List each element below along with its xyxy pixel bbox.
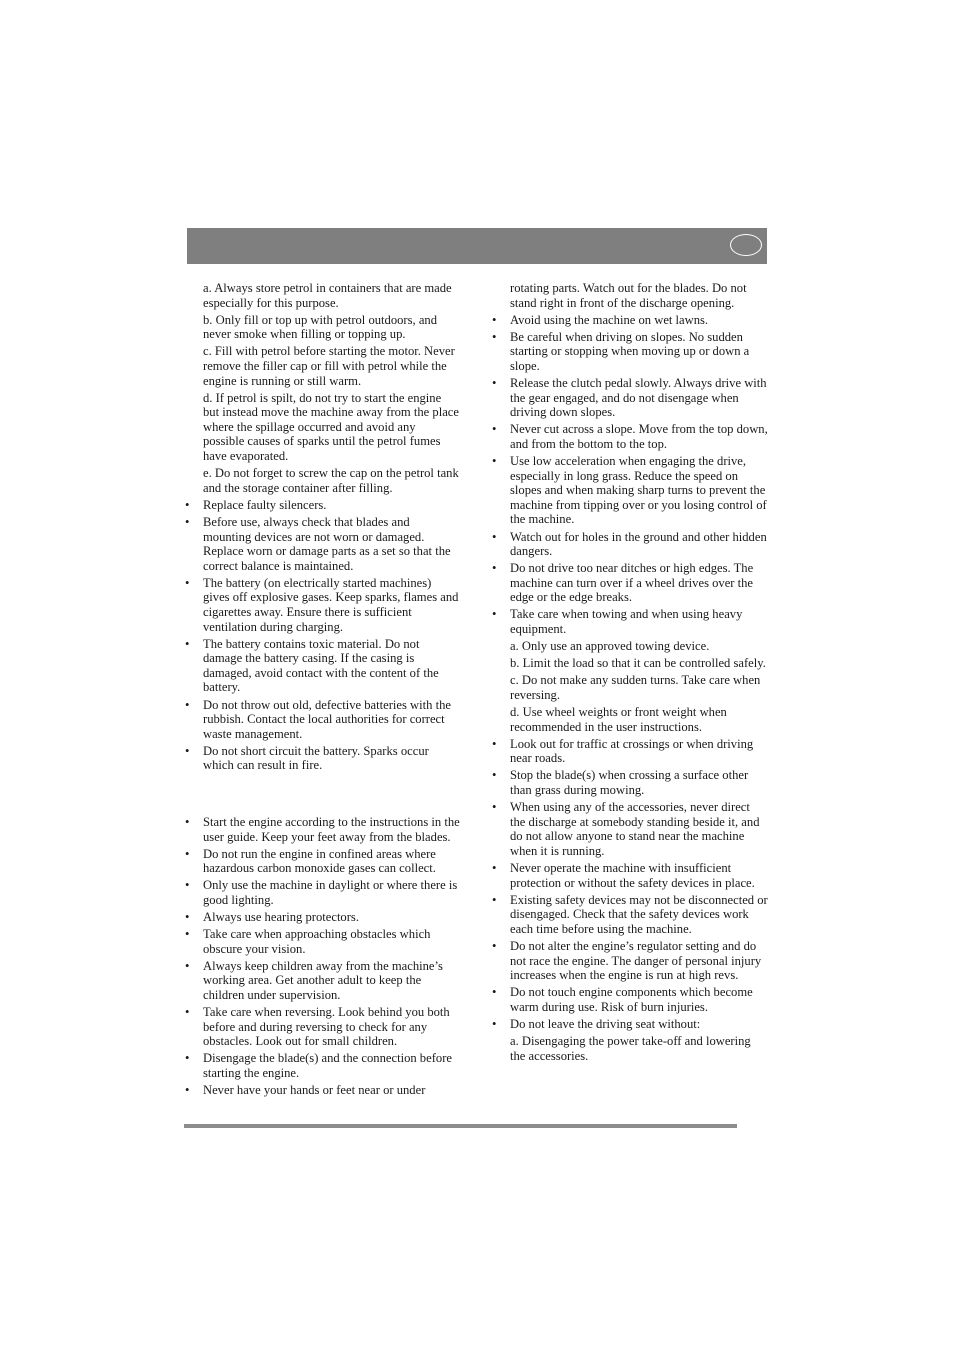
bullet-mark: • bbox=[185, 743, 190, 758]
bullet-mark: • bbox=[492, 800, 497, 815]
bullet-item bbox=[492, 330, 768, 374]
item-text: Stop the blade(s) when crossing a surface other than grass during mowing. bbox=[510, 768, 749, 797]
bullet-item bbox=[185, 576, 460, 634]
bullet-mark: • bbox=[492, 454, 497, 469]
item-text: Be careful when driving on slopes. No sudden starting or stopping when moving up or down a slope. bbox=[510, 329, 750, 373]
item-text: Do not throw out old, defective batteries with the rubbish. Contact the local authorities for correct waste management. bbox=[203, 697, 451, 741]
item-text: b. Limit the load so that it can be controlled safely. bbox=[510, 656, 766, 671]
sub-item bbox=[185, 344, 460, 388]
item-text: Never cut across a slope. Move from the top down, and from the bottom to the top. bbox=[510, 422, 768, 451]
bullet-mark: • bbox=[185, 1083, 190, 1098]
bullet-mark: • bbox=[185, 815, 190, 829]
bullet-item bbox=[492, 861, 768, 890]
bullet-mark: • bbox=[185, 910, 190, 925]
item-text: Never have your hands or feet near or under bbox=[203, 1083, 426, 1098]
bullet-mark: • bbox=[185, 1051, 190, 1066]
item-text: Take care when approaching obstacles which obscure your vision. bbox=[203, 927, 431, 956]
bullet-item bbox=[492, 530, 768, 559]
item-text: Take care when reversing. Look behind you both before and during reversing to check for any obstacles. Look out for small children. bbox=[203, 1005, 450, 1049]
item-text: Take care when towing and when using heavy equipment. bbox=[510, 607, 743, 637]
bullet-mark: • bbox=[492, 938, 497, 953]
item-text: Always keep children away from the machine’s working area. Get another adult to keep the children under supervision. bbox=[203, 958, 443, 1003]
footer-rule bbox=[184, 1124, 737, 1128]
bullet-item bbox=[185, 959, 460, 1003]
sub-item bbox=[492, 673, 768, 702]
bullet-item bbox=[492, 422, 768, 451]
bullet-mark: • bbox=[185, 697, 190, 712]
sub-item bbox=[492, 656, 768, 671]
item-text: Do not run the engine in confined areas where hazardous carbon monoxide gases can collect. bbox=[203, 846, 436, 876]
item-text: Do not short circuit the battery. Sparks occur which can result in fire. bbox=[203, 743, 429, 773]
bullet-item bbox=[492, 313, 768, 328]
bullet-item bbox=[185, 637, 460, 695]
bullet-item bbox=[185, 1005, 460, 1049]
item-text: c. Do not make any sudden turns. Take care when reversing. bbox=[510, 673, 761, 702]
bullet-mark: • bbox=[185, 575, 190, 590]
bullet-item bbox=[492, 800, 768, 858]
item-text: Do not leave the driving seat without: bbox=[510, 1016, 701, 1031]
item-text: Avoid using the machine on wet lawns. bbox=[510, 312, 709, 327]
sub-item bbox=[492, 639, 768, 654]
bullet-mark: • bbox=[185, 846, 190, 861]
item-text: Always use hearing protectors. bbox=[203, 910, 359, 925]
sub-item bbox=[185, 466, 460, 495]
item-text: Disengage the blade(s) and the connection before starting the engine. bbox=[203, 1051, 452, 1080]
bullet-item bbox=[492, 1017, 768, 1032]
bullet-mark: • bbox=[185, 514, 190, 529]
item-text: The battery contains toxic material. Do not damage the battery casing. If the casing is damaged, avoid contact with the content of the battery. bbox=[203, 636, 439, 695]
item-text: b. Only fill or top up with petrol outdoors, and never smoke when filling or topping up. bbox=[203, 312, 438, 342]
item-text: Start the engine according to the instructions in the user guide. Keep your feet away from the blades. bbox=[203, 815, 460, 844]
bullet-item bbox=[492, 607, 768, 636]
bullet-item bbox=[185, 515, 460, 573]
item-text: When using any of the accessories, never direct the discharge at somebody standing beside it, and do not allow anyone to stand near the machine when it is running. bbox=[510, 800, 760, 858]
bullet-item bbox=[492, 768, 768, 797]
item-text: a. Disengaging the power take-off and lowering the accessories. bbox=[510, 1034, 751, 1063]
bullet-mark: • bbox=[492, 1016, 497, 1031]
bullet-mark: • bbox=[492, 892, 497, 907]
language-oval-icon bbox=[730, 234, 762, 256]
bullet-mark: • bbox=[492, 561, 497, 576]
bullet-mark: • bbox=[492, 985, 497, 1000]
item-text: d. Use wheel weights or front weight when recommended in the user instructions. bbox=[510, 705, 727, 734]
item-text: Only use the machine in daylight or where there is good lighting. bbox=[203, 878, 458, 907]
bullet-item bbox=[185, 698, 460, 742]
item-text: Do not touch engine components which become warm during use. Risk of burn injuries. bbox=[510, 985, 753, 1014]
right-column bbox=[492, 281, 768, 1066]
bullet-item bbox=[492, 737, 768, 766]
bullet-mark: • bbox=[492, 860, 497, 875]
sub-item bbox=[185, 281, 460, 310]
item-text: Do not alter the engine’s regulator setting and do not race the engine. The danger of personal injury increases when the engine is run at high revs. bbox=[510, 938, 762, 983]
bullet-item bbox=[492, 939, 768, 983]
bullet-mark: • bbox=[492, 422, 497, 437]
item-text: Before use, always check that blades and mounting devices are not worn or damaged. Replace worn or damage parts as a set so that the correct balance is maintained. bbox=[203, 514, 451, 573]
item-text: a. Only use an approved towing device. bbox=[510, 639, 710, 654]
bullet-item bbox=[492, 985, 768, 1014]
bullet-item bbox=[185, 927, 460, 956]
bullet-item bbox=[185, 878, 460, 907]
bullet-mark: • bbox=[492, 529, 497, 544]
bullet-item bbox=[185, 744, 460, 773]
sub-item bbox=[185, 313, 460, 342]
sub-item bbox=[492, 1034, 768, 1063]
item-text: a. Always store petrol in containers that are made especially for this purpose. bbox=[203, 281, 452, 310]
bullet-mark: • bbox=[185, 636, 190, 651]
bullet-mark: • bbox=[492, 607, 497, 622]
bullet-item bbox=[492, 376, 768, 420]
item-text: c. Fill with petrol before starting the motor. Never remove the filler cap or fill with petrol while the engine is running or still warm. bbox=[203, 344, 455, 388]
bullet-item bbox=[185, 847, 460, 876]
bullet-item bbox=[492, 893, 768, 937]
bullet-item bbox=[185, 1051, 460, 1080]
item-text: Use low acceleration when engaging the drive, especially in long grass. Reduce the speed on slopes and when making sharp turns to prevent the machine from tipping over or you losing control of the machine. bbox=[510, 454, 767, 527]
sub-item bbox=[185, 391, 460, 464]
bullet-item bbox=[185, 498, 460, 513]
bullet-mark: • bbox=[185, 958, 190, 973]
item-text: e. Do not forget to screw the cap on the petrol tank and the storage container after filling. bbox=[203, 466, 459, 495]
item-text: The battery (on electrically started machines) gives off explosive gases. Keep sparks, flames and cigarettes away. Ensure there is sufficient ventilation during charging. bbox=[203, 575, 459, 634]
item-text: Replace faulty silencers. bbox=[203, 497, 327, 512]
bullet-mark: • bbox=[492, 768, 497, 783]
bullet-mark: • bbox=[492, 329, 497, 344]
bullet-mark: • bbox=[492, 312, 497, 327]
header-bar bbox=[187, 228, 767, 264]
item-text: d. If petrol is spilt, do not try to start the engine but instead move the machine away from the place where the spillage occurred and avoid any possible causes of sparks until the petrol fumes have evaporated. bbox=[203, 390, 459, 464]
bullet-mark: • bbox=[492, 736, 497, 751]
item-text: Existing safety devices may not be disconnected or disengaged. Check that the safety devices work each time before using the machine. bbox=[510, 892, 768, 936]
bullet-item bbox=[492, 454, 768, 527]
bullet-mark: • bbox=[185, 1005, 190, 1020]
bullet-item bbox=[185, 815, 460, 844]
bullet-mark: • bbox=[185, 497, 190, 512]
item-text: Watch out for holes in the ground and other hidden dangers. bbox=[510, 529, 767, 559]
bullet-item bbox=[185, 910, 460, 925]
left-column bbox=[185, 281, 460, 1100]
bullet-item bbox=[185, 1083, 460, 1098]
bullet-mark: • bbox=[492, 376, 497, 391]
bullet-mark: • bbox=[185, 878, 190, 893]
bullet-mark: • bbox=[185, 927, 190, 942]
continued-text bbox=[492, 281, 768, 310]
item-text: rotating parts. Watch out for the blades. Do not stand right in front of the discharge opening. bbox=[510, 281, 747, 310]
bullet-item bbox=[492, 561, 768, 605]
item-text: Release the clutch pedal slowly. Always drive with the gear engaged, and do not disengage when driving down slopes. bbox=[510, 376, 767, 420]
item-text: Never operate the machine with insufficient protection or without the safety devices in place. bbox=[510, 860, 755, 890]
sub-item bbox=[492, 705, 768, 734]
item-text: Look out for traffic at crossings or when driving near roads. bbox=[510, 736, 754, 766]
item-text: Do not drive too near ditches or high edges. The machine can turn over if a wheel drives over the edge or the edge breaks. bbox=[510, 561, 754, 605]
